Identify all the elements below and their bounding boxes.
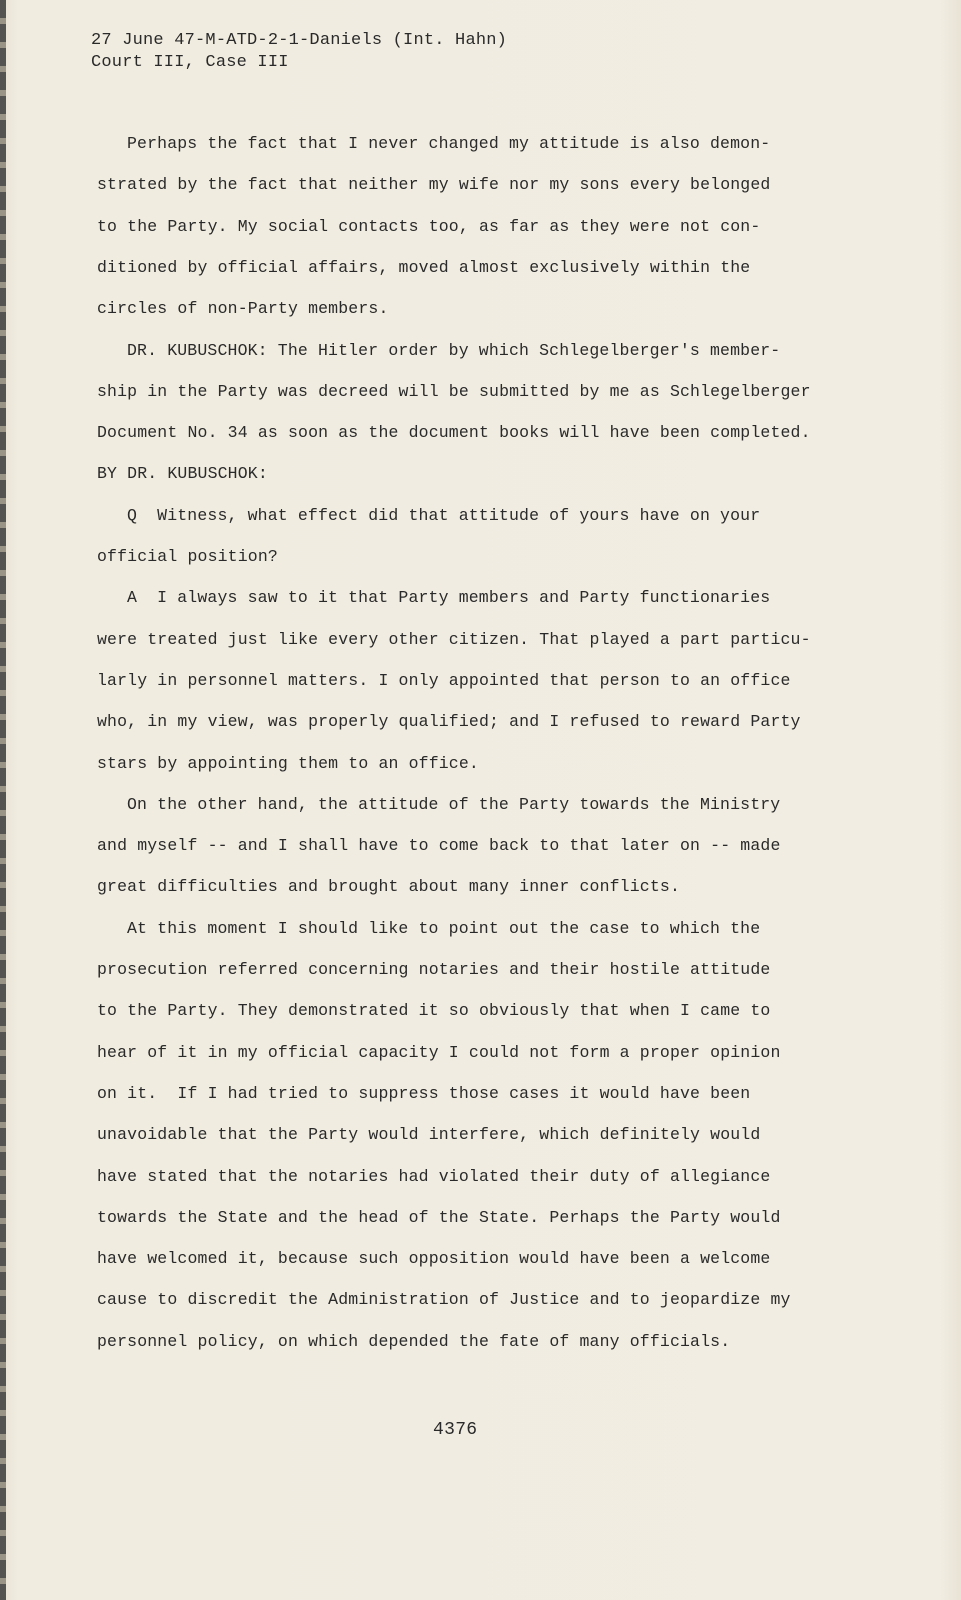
- transcript-line: on it. If I had tried to suppress those cases it would have been: [97, 1083, 751, 1103]
- transcript-line: cause to discredit the Administration of Justice and to jeopardize my: [97, 1290, 791, 1310]
- transcript-line: circles of non-Party members.: [97, 299, 389, 319]
- transcript-line: BY DR. KUBUSCHOK:: [97, 464, 268, 484]
- transcript-line: official position?: [97, 547, 278, 566]
- transcript-line: personnel policy, on which depended the fate of many officials.: [97, 1331, 731, 1351]
- transcript-line: to the Party. My social contacts too, as far as they were not con-: [97, 216, 761, 236]
- transcript-line: have welcomed it, because such opposition would have been a welcome: [97, 1249, 771, 1269]
- header-court-line: Court III, Case III: [91, 53, 289, 72]
- page-number: 4376: [433, 1420, 478, 1440]
- transcript-line: and myself -- and I shall have to come back to that later on -- made: [97, 836, 781, 856]
- transcript-line: ship in the Party was decreed will be submitted by me as Schlegelberger: [97, 381, 811, 401]
- document-header: [91, 30, 507, 74]
- transcript-line: unavoidable that the Party would interfere, which definitely would: [97, 1125, 761, 1145]
- transcript-line: hear of it in my official capacity I could not form a proper opinion: [97, 1042, 781, 1062]
- transcript-line: great difficulties and brought about many inner conflicts.: [97, 877, 680, 897]
- page-binding-edge: [0, 0, 6, 1600]
- transcript-line: ditioned by official affairs, moved almost exclusively within the: [97, 257, 751, 277]
- transcript-line: On the other hand, the attitude of the Party towards the Ministry: [127, 794, 781, 814]
- transcript-line: were treated just like every other citizen. That played a part particu-: [97, 629, 811, 649]
- transcript-line: At this moment I should like to point out the case to which the: [127, 918, 761, 938]
- transcript-line: prosecution referred concerning notaries and their hostile attitude: [97, 960, 771, 979]
- transcript-line: Document No. 34 as soon as the document books will have been completed.: [97, 423, 811, 443]
- transcript-line: who, in my view, was properly qualified; and I refused to reward Party: [97, 712, 801, 732]
- transcript-line: have stated that the notaries had violated their duty of allegiance: [97, 1166, 771, 1186]
- transcript-line: larly in personnel matters. I only appointed that person to an office: [97, 670, 791, 690]
- header-session-line: 27 June 47-M-ATD-2-1-Daniels (Int. Hahn): [91, 31, 508, 50]
- transcript-line: DR. KUBUSCHOK: The Hitler order by which Schlegelberger's member-: [127, 340, 781, 360]
- transcript-line: Q Witness, what effect did that attitude of yours have on your: [127, 505, 761, 525]
- transcript-line: strated by the fact that neither my wife nor my sons every belonged: [97, 175, 771, 195]
- transcript-line: A I always saw to it that Party members and Party functionaries: [127, 588, 771, 608]
- transcript-line: stars by appointing them to an office.: [97, 753, 479, 773]
- transcript-line: towards the State and the head of the State. Perhaps the Party would: [97, 1207, 781, 1227]
- transcript-line: to the Party. They demonstrated it so obviously that when I came to: [97, 1001, 771, 1021]
- transcript-line: Perhaps the fact that I never changed my attitude is also demon-: [127, 134, 771, 153]
